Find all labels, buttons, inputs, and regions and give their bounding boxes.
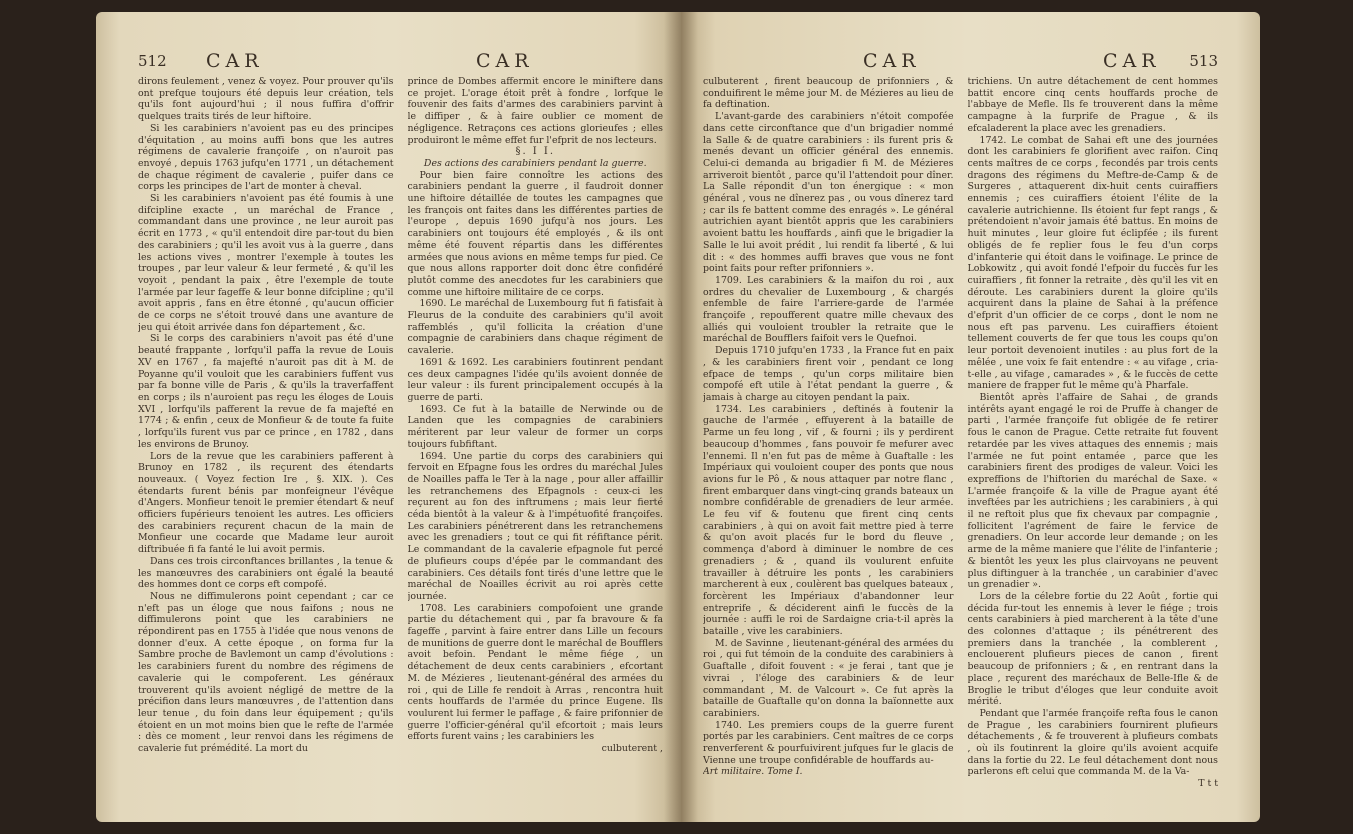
paragraph: Pendant que l'armée françoife refta fous le canon de Prague , les carabiniers fournirent plufieurs détachements , & fe trouverent à plufieurs combats , où ils foutinrent la gloire qu'ils avoient acquife dans la fortie du 22. Le feul détachement dont nous parlerons eft celui que commanda M. de la Va-: [967, 707, 1218, 778]
section-subtitle: Des actions des carabiniers pendant la guerre.: [423, 157, 647, 169]
left-column-2: [408, 76, 664, 806]
paragraph: culbuterent , firent beaucoup de prifonniers , & conduifirent le même jour M. de Mézieres au lieu de fa deftination.: [703, 76, 954, 111]
paragraph: 1690. Le maréchal de Luxembourg fut fi fatisfait à Fleurus de la conduite des carabiniers qu'il avoit raffemblés , qu'il follicita la création d'une compagnie de carabiniers dans chaque régiment de cavalerie.: [407, 298, 663, 357]
footer-signature: Art militaire. Tome I.: [703, 766, 803, 778]
paragraph: M. de Savinne , lieutenant-général des armées du roi , qui fut témoin de la conduite des carabiniers à Guaftalle , difoit fouvent : « je ferai , tant que je vivrai , l'éloge des carabiniers & de leur commandant , M. de Valcourt ». Ce fut après la bataille de Guaftalle qu'on donna la baïonnette aux carabiniers.: [703, 637, 954, 719]
paragraph: 1708. Les carabiniers compofoient une grande partie du détachement qui , par fa bravoure & fa fageffe , parvint à faire entrer dans Lille un fecours de munitions de guerre dont le maréchal de Boufflers avoit befoin. Pendant le même fiége , un détachement de deux cents carabiniers , efcortant M. de Mézieres , lieutenant-général des armées du roi , qui de Lille fe rendoit à Arras , rencontra huit cents houffards de l'armée du prince Eugene. Ils voulurent lui fermer le paffage , & faire prifonnier de guerre l'officier-général qu'il efcortoit ; mais leurs efforts furent vains ; les carabiniers les: [407, 602, 663, 743]
right-running-head-1: CAR: [863, 50, 921, 72]
paragraph: dirons feulement , venez & voyez. Pour prouver qu'ils ont prefque toujours été depuis leur création, tels qu'ils font aujourd'hui ; il nous fuffira d'offrir quelques traits tirés de leur hiftoire.: [138, 76, 394, 123]
paragraph: 1694. Une partie du corps des carabiniers qui fervoit en Efpagne fous les ordres du maréchal Jules de Noailles paffa le Ter à la nage , pour aller affaillir les retranchemens des Efpagnols : ceux-ci les reçurent au fon des inftrumens ; mais leur fierté céda bientôt à la valeur & à l'impétuofité françoifes. Les carabiniers pénétrerent dans les retranchemens avec les grenadiers ; tout ce qui fit réfiftance périt. Le commandant de la cavalerie efpagnole fut percé de plufieurs coups d'épée par le commandant des carabiniers. Ces détails font tirés d'une lettre que le maréchal de Noailles écrivit au roi après cette journée.: [407, 450, 663, 602]
left-page-header: [138, 50, 663, 72]
paragraph: trichiens. Un autre détachement de cent hommes battit encore cinq cents houffards proche de l'abbaye de Mefle. Ils fe trouverent dans la même campagne à la furprife de Prague , & ils efcaladerent la place avec les grenadiers.: [967, 76, 1218, 134]
paragraph: 1691 & 1692. Les carabiniers foutinrent pendant ces deux campagnes l'idée qu'ils avoient donnée de leur valeur : ils furent principalement occupés à la guerre de parti.: [407, 356, 663, 403]
paragraph: Lors de la célebre fortie du 22 Août , fortie qui décida fur-tout les ennemis à lever le fiége ; trois cents carabiniers à pied marcherent à la tête d'une des colonnes d'attaque ; ils pénétrerent des premiers dans la tranchée , la comblerent , enclouerent plufieurs pieces de canon , firent beaucoup de prifonniers ; & , en rentrant dans la place , reçurent des maréchaux de Belle-Ifle & de Broglie le tribut d'éloges que leur conduite avoit mérité.: [967, 590, 1218, 708]
paragraph: Si le corps des carabiniers n'avoit pas été d'une beauté frappante , lorfqu'il paffa la revue de Louis XV en 1767 , fa majefté n'auroit pas dit à M. de Poyanne qu'il vouloit que les carabiniers fuffent vus par fa bonne ville de Paris , & qu'ils la traverfaffent en corps ; ils n'auroient pas reçu les éloges de Louis XVI , lorfqu'ils pafferent la revue de fa majefté en 1774 ; & enfin , ceux de Monfieur & de toute fa fuite , lorfqu'ils furent vus par ce prince , en 1782 , dans les environs de Brunoy.: [138, 333, 394, 450]
paragraph: prince de Dombes affermit encore le miniftere dans ce projet. L'orage étoit prêt à fondre , lorfque le fouvenir des faits d'armes des carabiniers parvint à le diffiper , & à faire oublier ce moment de négligence. Retraçons ces actions glorieufes ; elles produiront le même effet fur l'efprit de nos lecteurs.: [407, 76, 663, 146]
right-running-head-2: CAR: [1103, 50, 1161, 72]
paragraph: 1709. Les carabiniers & la maifon du roi , aux ordres du chevalier de Luxembourg , & chargés enfemble de faire l'arriere-garde de l'armée françoife , repoufferent quatre mille chevaux des alliés qui vouloient troubler la retraite que le maréchal de Boufflers faifoit vers le Quefnoi.: [703, 274, 954, 345]
paragraph: L'avant-garde des carabiniers n'étoit compofée dans cette circonftance que d'un brigadier nommé la Salle & de quatre carabiniers : ils furent pris & menés devant un officier général des ennemis. Celui-ci demanda au brigadier fi M. de Mézieres arriveroit bientôt , parce qu'il l'attendoit pour dîner. La Salle répondit d'un ton énergique : « mon général , vous ne dînerez pas , ou vous dînerez tard ; car ils fe battent comme des enragés ». Le général autrichien ayant bientôt appris que les carabiniers avoient battu les houffards , ainfi que le brigadier la Salle le lui avoit prédit , lui rendit fa liberté , & lui dit : « des hommes auffi braves que vous ne font point faits pour refter prifonniers ».: [703, 111, 954, 275]
paragraph: Nous ne diffimulerons point cependant ; car ce n'eft pas un éloge que nous faifons ; nous ne diffimulerons point que les carabiniers ne répondirent pas en 1755 à l'idée que nous venons de donner d'eux. A cette époque , on forma fur la Sambre proche de Bavlemont un camp d'évolutions : les carabiniers furent du nombre des régimens de cavalerie qui le compoferent. Les généraux trouverent qu'ils avoient négligé de mettre de la précifion dans leurs manœuvres , de l'attention dans leur tenue , du foin dans leur équipement ; qu'ils étoient en un mot moins bien que le refte de l'armée : dès ce moment , leur renvoi dans les régimens de cavalerie fut prémédité. La mort du: [138, 590, 394, 755]
paragraph: Lors de la revue que les carabiniers pafferent à Brunoy en 1782 , ils reçurent des étendarts nouveaux. ( Voyez fection Ire , §. XIX. ). Ces étendarts furent bénis par monfeigneur l'évêque d'Angers. Monfieur tenoit le premier étendart & neuf officiers fupérieurs tenoient les autres. Les officiers des carabiniers reçurent chacun de la main de Monfieur une cocarde que Madame leur auroit diftribuée fi fa fanté le lui avoit permis.: [138, 450, 394, 556]
paragraph: Si les carabiniers n'avoient pas eu des principes d'équitation , au moins auffi bons que les autres régimens de cavalerie françoife , on n'auroit pas envoyé , depuis 1763 jufqu'en 1771 , un détachement de chaque régiment de cavalerie , puifer dans ce corps les principes de l'art de monter à cheval.: [138, 122, 394, 193]
right-column-1: [703, 76, 954, 806]
left-page-number: 512: [138, 52, 167, 70]
paragraph: Pour bien faire connoître les actions des carabiniers pendant la guerre , il faudroit donner une hiftoire détaillée de toutes les campagnes que les françois ont faites dans les différentes parties de l'europe , depuis 1690 jufqu'à nos jours. Les carabiniers ont toujours été employés , & ils ont même été fouvent répartis dans les différentes armées que nous avions en même temps fur pied. Ce que nous allons rapporter doit donc être confidéré plutôt comme des anecdotes fur les carabiniers que comme une hiftoire militaire de ce corps.: [407, 169, 663, 298]
signature-mark: T t t: [1198, 778, 1218, 790]
right-page-header: [703, 50, 1218, 72]
paragraph: 1734. Les carabiniers , deftinés à foutenir la gauche de l'armée , effuyerent à la bataille de Parme un feu long , vif , & fourni ; ils y perdirent beaucoup d'hommes , fans pouvoir fe mefurer avec l'ennemi. Il n'en fut pas de même à Guaftalle : les Impériaux qui vouloient couper des ponts que nous avions fur le Pô , & nous attaquer par notre flanc , firent embarquer dans vingt-cinq grands bateaux un nombre confidérable de grenadiers de leur armée. Le feu vif & foutenu que firent cinq cents carabiniers , à qui on avoit fait mettre pied à terre & qu'on avoit placés fur le bord du fleuve , commença d'abord à diminuer le nombre de ces grenadiers ; & , quand ils voulurent enfuite travailler à détruire les ponts , les carabiniers marcherent à eux , coulèrent bas quelques bateaux , forcèrent les Impériaux d'abandonner leur entreprife , & déciderent ainfi le fuccès de la journée : auffi le roi de Sardaigne cria-t-il après la bataille , vive les carabiniers.: [703, 403, 954, 638]
left-running-head-1: CAR: [206, 50, 264, 72]
right-page-number: 513: [1189, 52, 1218, 70]
paragraph: 1740. Les premiers coups de la guerre furent portés par les carabiniers. Cent maîtres de ce corps renverferent & pourfuivirent jufques fur le glacis de Vienne une troupe confidérable de houffards au-: [703, 719, 954, 766]
right-column-2: [968, 76, 1219, 806]
open-book: [96, 12, 1260, 822]
catchword: culbuterent ,: [601, 743, 663, 755]
paragraph: Bientôt après l'affaire de Sahai , de grands intérêts ayant engagé le roi de Pruffe à changer de parti , l'armée françoife fut obligée de fe retirer fous le canon de Prague. Cette retraite fut fouvent retardée par les vives attaques des ennemis ; mais l'armée ne fut point entamée , parce que les carabiniers firent des prodiges de valeur. Voici les expreffions de l'hiftorien du maréchal de Saxe. « L'armée françoife & la ville de Prague ayant été inveftées par les autrichiens ; les carabiniers , à qui il ne reftoit plus que fix chevaux par compagnie , follicitent l'agrément de faire le fervice de grenadiers. On leur accorde leur demande ; on les arme de la même maniere que l'élite de l'infanterie ; & bientôt les yeux les plus clairvoyans ne peuvent plus diftinguer à la tranchée , un carabinier d'avec un grenadier ».: [967, 391, 1218, 591]
section-heading: §. I I.: [515, 146, 556, 158]
right-page: [681, 12, 1260, 822]
paragraph: Si les carabiniers n'avoient pas été foumis à une difcipline exacte , un maréchal de France , commandant dans une province , ne leur auroit pas écrit en 1773 , « qu'il entendoit dire par-tout du bien des carabiniers ; qu'il les avoit vus à la guerre , dans les actions vives , montrer l'exemple à toutes les troupes , par leur valeur & leur fermeté , & qu'il les voyoit , pendant la paix , être l'exemple de toute l'armée par leur fageffe & leur bonne difcipline ; qu'il avoit appris , fans en être étonné , qu'aucun officier de ce corps ne s'étoit trouvé dans une avanture de jeu qui étoit arrivée dans fon département , &c.: [138, 193, 394, 333]
paragraph: Depuis 1710 jufqu'en 1733 , la France fut en paix , & les carabiniers firent voir , pendant ce long efpace de temps , qu'un corps militaire bien compofé eft utile à l'état pendant la guerre , & jamais à charge au citoyen pendant la paix.: [703, 345, 954, 403]
left-running-head-2: CAR: [476, 50, 534, 72]
left-column-1: [138, 76, 394, 806]
left-page: [96, 12, 681, 822]
paragraph: Dans ces trois circonftances brillantes , la tenue & les manœuvres des carabiniers ont égalé la beauté des hommes dont ce corps eft compofé.: [138, 555, 394, 591]
paragraph: 1742. Le combat de Sahai eft une des journées dont les carabiniers fe glorifient avec raifon. Cinq cents maîtres de ce corps , fecondés par trois cents dragons des régimens du Meftre-de-Camp & de Surgeres , attaquerent dix-huit cents cuiraffiers ennemis ; ces cuiraffiers étoient l'élite de la cavalerie autrichienne. Ils étoient fur fept rangs , & prétendoient n'avoir jamais été battus. En moins de huit minutes , leur gloire fut éclipfée ; ils furent obligés de fe replier fous le feu d'un corps d'infanterie qui étoit dans le voifinage. Le prince de Lobkowitz , qui avoit fondé l'efpoir du fuccès fur les cuiraffiers , fit fonner la retraite , dès qu'il les vit en déroute. Les carabiniers durent la gloire qu'ils acquirent dans la plaine de Sahai à la préfence d'efprit d'un officier de ce corps , dont le nom ne nous eft pas parvenu. Les cuiraffiers étoient tellement couverts de fer que tous les coups qu'on leur portoit devenoient inutiles : au plus fort de la mêlée , une voix fe fait entendre : « au vifage , cria-t-elle , au vifage , camarades » , & le fuccès de cette maniere de frapper fut le même qu'à Pharfale.: [967, 134, 1218, 392]
paragraph: 1693. Ce fut à la bataille de Nerwinde ou de Landen que les compagnies de carabiniers mériterent par leur valeur de former un corps toujours fubfiftant.: [407, 403, 663, 450]
